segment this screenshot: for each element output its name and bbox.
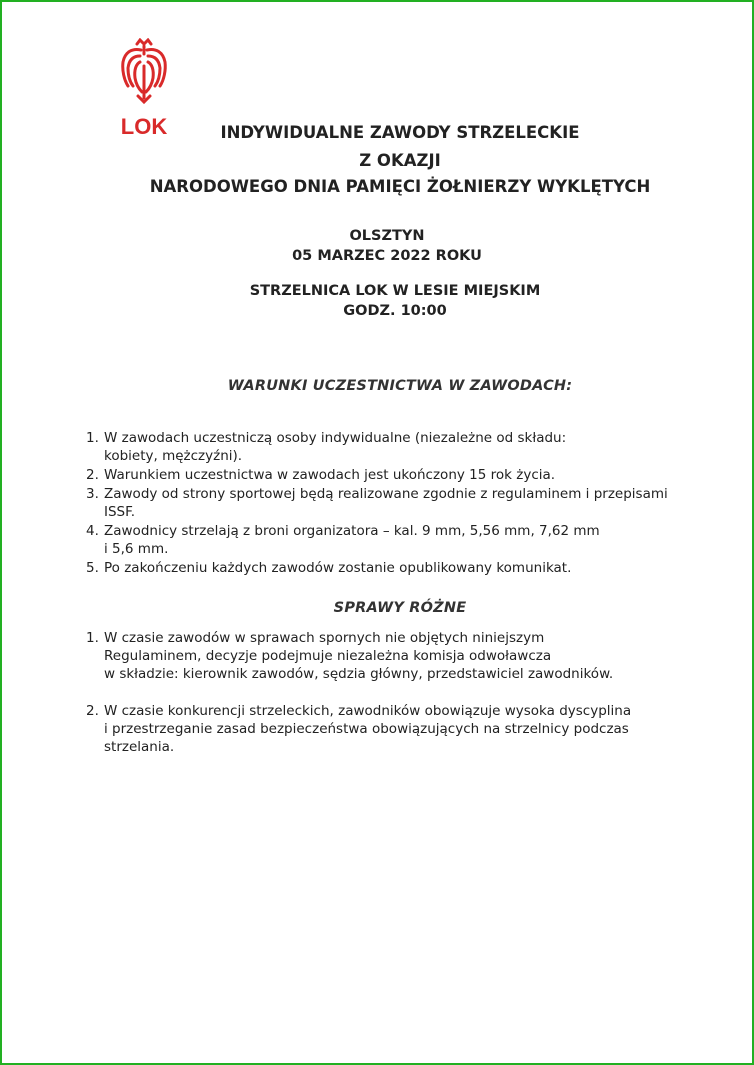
title-line-1: INDYWIDUALNE ZAWODY STRZELECKIE — [220, 123, 580, 142]
list-item-number: 2. — [86, 703, 99, 719]
list-item-text: Warunkiem uczestnictwa w zawodach jest ukończony 15 rok życia. — [104, 467, 556, 483]
list-item — [86, 522, 726, 558]
event-venue: STRZELNICA LOK W LESIE MIEJSKIM — [249, 283, 541, 299]
conditions-heading: WARUNKI UCZESTNICTWA W ZAWODACH: — [227, 378, 573, 394]
conditions-list — [86, 429, 726, 578]
title-line-3: NARODOWEGO DNIA PAMIĘCI ŻOŁNIERZY WYKLĘTYCH — [149, 177, 651, 196]
list-item-text: Po zakończeniu każdych zawodów zostanie opublikowany komunikat. — [104, 560, 572, 576]
list-item-text: W czasie zawodów w sprawach spornych nie objętych niniejszym Regulaminem, decyzje podejmuje niezależna komisja odwoławcza w składzie: kierownik zawodów, sędzia główny, przedstawiciel zawodników. — [104, 630, 614, 682]
list-item — [86, 485, 726, 521]
list-item-text: W zawodach uczestniczą osoby indywidualne (niezależne od składu: kobiety, mężczyźni). — [104, 430, 567, 464]
title-line-2: Z OKAZJI — [359, 151, 441, 170]
list-item — [86, 702, 726, 756]
misc-heading: SPRAWY RÓŻNE — [333, 600, 467, 616]
list-item — [86, 629, 726, 683]
list-item — [86, 429, 726, 465]
list-item-number: 5. — [86, 560, 99, 576]
list-item-number: 1. — [86, 430, 99, 446]
misc-list — [86, 629, 726, 757]
list-item-number: 2. — [86, 467, 99, 483]
list-item-text: W czasie konkurencji strzeleckich, zawodników obowiązuje wysoka dyscyplina i przestrzeganie zasad bezpieczeństwa obowiązujących na strzelnicy podczas strzelania. — [104, 703, 632, 755]
list-item-text: Zawodnicy strzelają z broni organizatora – kal. 9 mm, 5,56 mm, 7,62 mm i 5,6 mm. — [104, 523, 600, 557]
list-item — [86, 559, 726, 577]
list-item-number: 4. — [86, 523, 99, 539]
list-item-text: Zawody od strony sportowej będą realizowane zgodnie z regulaminem i przepisami ISSF. — [104, 486, 668, 520]
event-date: 05 MARZEC 2022 ROKU — [292, 248, 482, 264]
event-time: GODZ. 10:00 — [343, 303, 447, 319]
list-item — [86, 466, 726, 484]
list-item-number: 3. — [86, 486, 99, 502]
list-item-number: 1. — [86, 630, 99, 646]
event-city: OLSZTYN — [349, 228, 425, 244]
logo-text: LOK — [120, 114, 168, 139]
